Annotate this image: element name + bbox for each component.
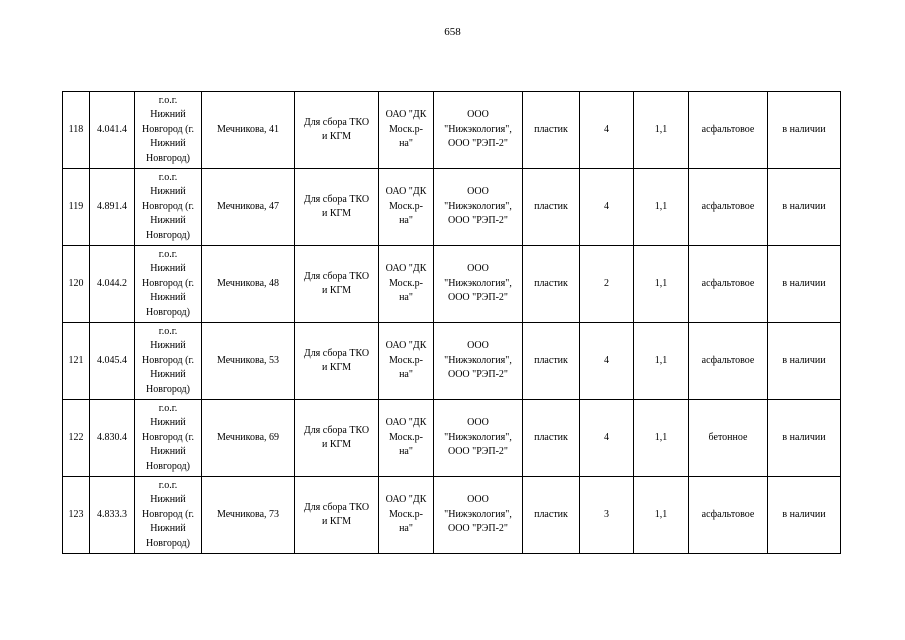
cell-locality: г.о.г. Нижний Новгород (г. Нижний Новгород) [135,169,202,246]
cell-address: Мечникова, 73 [202,477,295,554]
cell-owner: ОАО "ДК Моск.р- на" [379,169,434,246]
cell-container-volume: 1,1 [634,246,689,323]
cell-registry-code: 4.045.4 [90,323,135,400]
cell-container-count: 4 [580,323,634,400]
cell-operator: ООО "Нижэкология", ООО "РЭП-2" [434,246,523,323]
cell-registry-code: 4.041.4 [90,92,135,169]
cell-surface-type: асфальтовое [689,323,768,400]
cell-surface-type: бетонное [689,400,768,477]
cell-container-volume: 1,1 [634,92,689,169]
cell-container-volume: 1,1 [634,400,689,477]
cell-registry-code: 4.830.4 [90,400,135,477]
cell-locality: г.о.г. Нижний Новгород (г. Нижний Новгород) [135,246,202,323]
cell-registry-code: 4.044.2 [90,246,135,323]
page-number: 658 [444,26,461,38]
cell-container-count: 4 [580,169,634,246]
cell-operator: ООО "Нижэкология", ООО "РЭП-2" [434,92,523,169]
cell-status: в наличии [768,477,841,554]
cell-row-number: 121 [63,323,90,400]
cell-container-volume: 1,1 [634,477,689,554]
cell-owner: ОАО "ДК Моск.р- на" [379,246,434,323]
table-row [63,169,841,246]
cell-purpose: Для сбора ТКО и КГМ [295,323,379,400]
cell-purpose: Для сбора ТКО и КГМ [295,400,379,477]
cell-purpose: Для сбора ТКО и КГМ [295,477,379,554]
cell-operator: ООО "Нижэкология", ООО "РЭП-2" [434,169,523,246]
cell-status: в наличии [768,323,841,400]
cell-row-number: 119 [63,169,90,246]
cell-surface-type: асфальтовое [689,92,768,169]
cell-purpose: Для сбора ТКО и КГМ [295,169,379,246]
cell-container-material: пластик [523,246,580,323]
cell-purpose: Для сбора ТКО и КГМ [295,246,379,323]
cell-surface-type: асфальтовое [689,477,768,554]
table-body [63,92,841,554]
cell-container-material: пластик [523,169,580,246]
cell-operator: ООО "Нижэкология", ООО "РЭП-2" [434,400,523,477]
cell-container-material: пластик [523,400,580,477]
cell-surface-type: асфальтовое [689,169,768,246]
cell-address: Мечникова, 48 [202,246,295,323]
cell-container-volume: 1,1 [634,323,689,400]
cell-address: Мечникова, 47 [202,169,295,246]
cell-locality: г.о.г. Нижний Новгород (г. Нижний Новгород) [135,92,202,169]
cell-container-count: 4 [580,400,634,477]
table-row [63,92,841,169]
cell-container-material: пластик [523,92,580,169]
cell-row-number: 122 [63,400,90,477]
cell-address: Мечникова, 53 [202,323,295,400]
cell-registry-code: 4.833.3 [90,477,135,554]
cell-row-number: 118 [63,92,90,169]
cell-container-material: пластик [523,323,580,400]
cell-owner: ОАО "ДК Моск.р- на" [379,477,434,554]
registry-table [62,91,841,554]
cell-locality: г.о.г. Нижний Новгород (г. Нижний Новгород) [135,477,202,554]
cell-address: Мечникова, 41 [202,92,295,169]
cell-locality: г.о.г. Нижний Новгород (г. Нижний Новгород) [135,323,202,400]
cell-locality: г.о.г. Нижний Новгород (г. Нижний Новгород) [135,400,202,477]
cell-registry-code: 4.891.4 [90,169,135,246]
cell-container-count: 3 [580,477,634,554]
table-row [63,323,841,400]
cell-row-number: 120 [63,246,90,323]
cell-surface-type: асфальтовое [689,246,768,323]
cell-owner: ОАО "ДК Моск.р- на" [379,323,434,400]
cell-address: Мечникова, 69 [202,400,295,477]
table-row [63,477,841,554]
cell-status: в наличии [768,246,841,323]
cell-status: в наличии [768,400,841,477]
cell-owner: ОАО "ДК Моск.р- на" [379,92,434,169]
table-row [63,400,841,477]
cell-status: в наличии [768,92,841,169]
cell-container-volume: 1,1 [634,169,689,246]
cell-container-count: 4 [580,92,634,169]
cell-status: в наличии [768,169,841,246]
table-row [63,246,841,323]
cell-owner: ОАО "ДК Моск.р- на" [379,400,434,477]
cell-operator: ООО "Нижэкология", ООО "РЭП-2" [434,477,523,554]
cell-container-material: пластик [523,477,580,554]
cell-operator: ООО "Нижэкология", ООО "РЭП-2" [434,323,523,400]
cell-purpose: Для сбора ТКО и КГМ [295,92,379,169]
cell-container-count: 2 [580,246,634,323]
cell-row-number: 123 [63,477,90,554]
